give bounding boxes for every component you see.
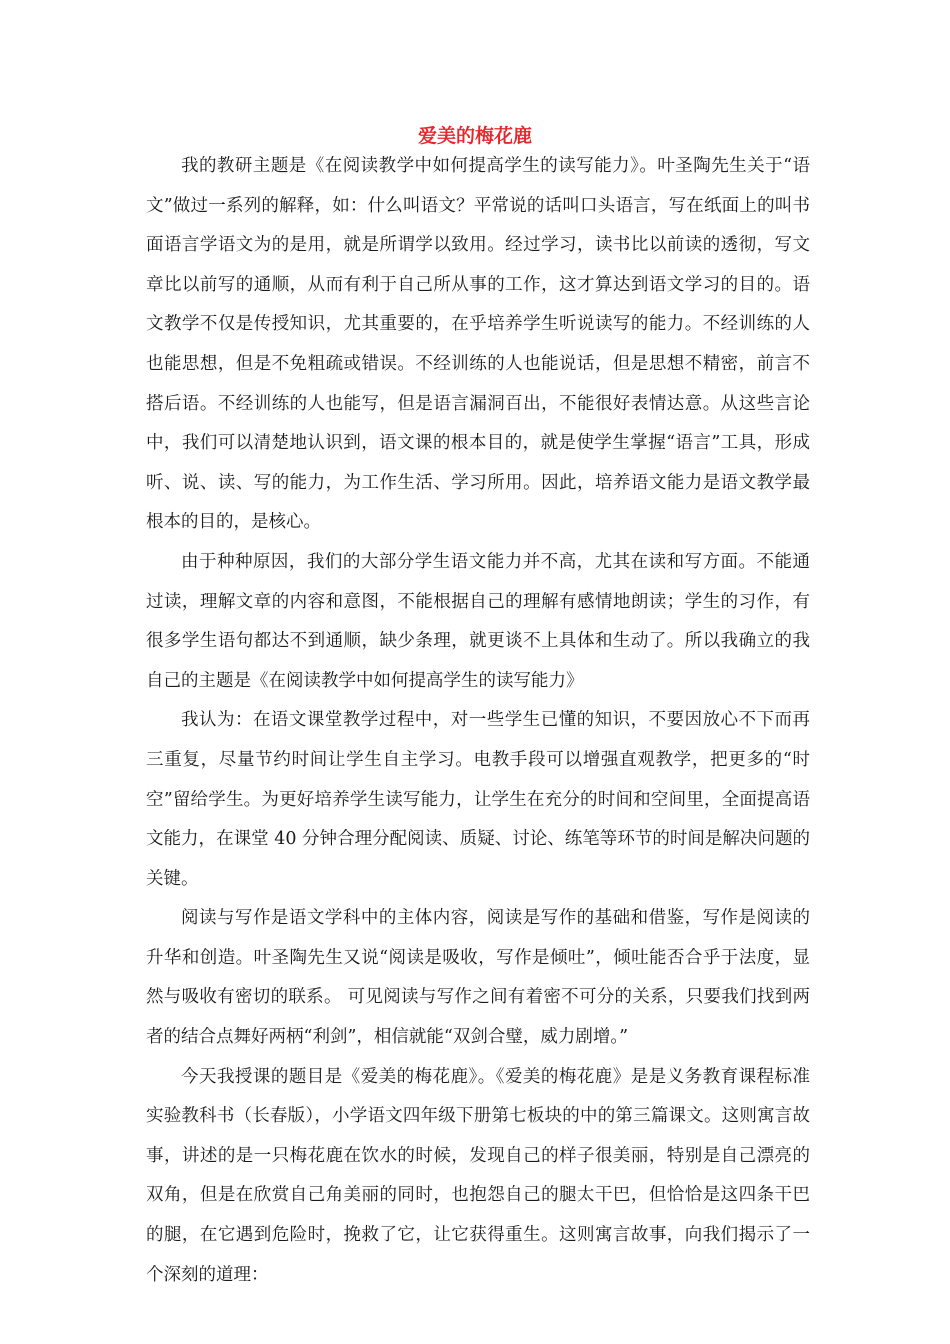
paragraph: 阅读与写作是语文学科中的主体内容，阅读是写作的基础和借鉴，写作是阅读的升华和创造。叶圣陶先生又说“阅读是吸收，写作是倾吐”，倾吐能否合乎于法度，显然与吸收有密切的联系。 可见阅读与写作之间有着密不可分的关系，只要我们找到两者的结合点舞好两柄“利剑”，相信就能“双剑合璧，威力剧增。” (146, 908, 810, 1048)
document-title: 爱美的梅花鹿 (417, 125, 532, 147)
paragraph: 由于种种原因，我们的大部分学生语文能力并不高，尤其在读和写方面。不能通过读，理解文章的内容和意图，不能根据自己的理解有感情地朗读；学生的习作，有很多学生语句都达不到通顺，缺少条理，就更谈不上具体和生动了。所以我确立的我自己的主题是《在阅读教学中如何提高学生的读写能力》 (146, 551, 810, 691)
document-body (146, 147, 810, 1295)
paragraph: 我认为：在语文课堂教学过程中，对一些学生已懂的知识，不要因放心不下而再三重复，尽量节约时间让学生自主学习。电教手段可以增强直观教学，把更多的“时空”留给学生。为更好培养学生读写能力，让学生在充分的时间和空间里，全面提高语文能力，在课堂 40 分钟合理分配阅读、质疑、讨论、练笔等环节的时间是解决问题的关键。 (146, 710, 810, 889)
paragraph: 今天我授课的题目是《爱美的梅花鹿》。《爱美的梅花鹿》是是义务教育课程标准实验教科书（长春版），小学语文四年级下册第七板块的中的第三篇课文。这则寓言故事，讲述的是一只梅花鹿在饮水的时候，发现自己的样子很美丽，特别是自己漂亮的双角，但是在欣赏自己角美丽的同时，也抱怨自己的腿太干巴，但恰恰是这四条干巴的腿，在它遇到危险时，挽救了它，让它获得重生。这则寓言故事，向我们揭示了一个深刻的道理： (146, 1066, 810, 1285)
paragraph: 我的教研主题是《在阅读教学中如何提高学生的读写能力》。叶圣陶先生关于“语文”做过一系列的解释，如：什么叫语文？平常说的话叫口头语言，写在纸面上的叫书面语言学语文为的是用，就是所谓学以致用。经过学习，读书比以前读的透彻，写文章比以前写的通顺，从而有利于自己所从事的工作，这才算达到语文学习的目的。语文教学不仅是传授知识，尤其重要的，在乎培养学生听说读写的能力。不经训练的人也能思想，但是不免粗疏或错误。不经训练的人也能说话，但是思想不精密，前言不搭后语。不经训练的人也能写，但是语言漏洞百出，不能很好表情达意。从这些言论中，我们可以清楚地认识到，语文课的根本目的，就是使学生掌握“语言”工具，形成听、说、读、写的能力，为工作生活、学习所用。因此，培养语文能力是语文教学最根本的目的，是核心。 (146, 156, 810, 533)
